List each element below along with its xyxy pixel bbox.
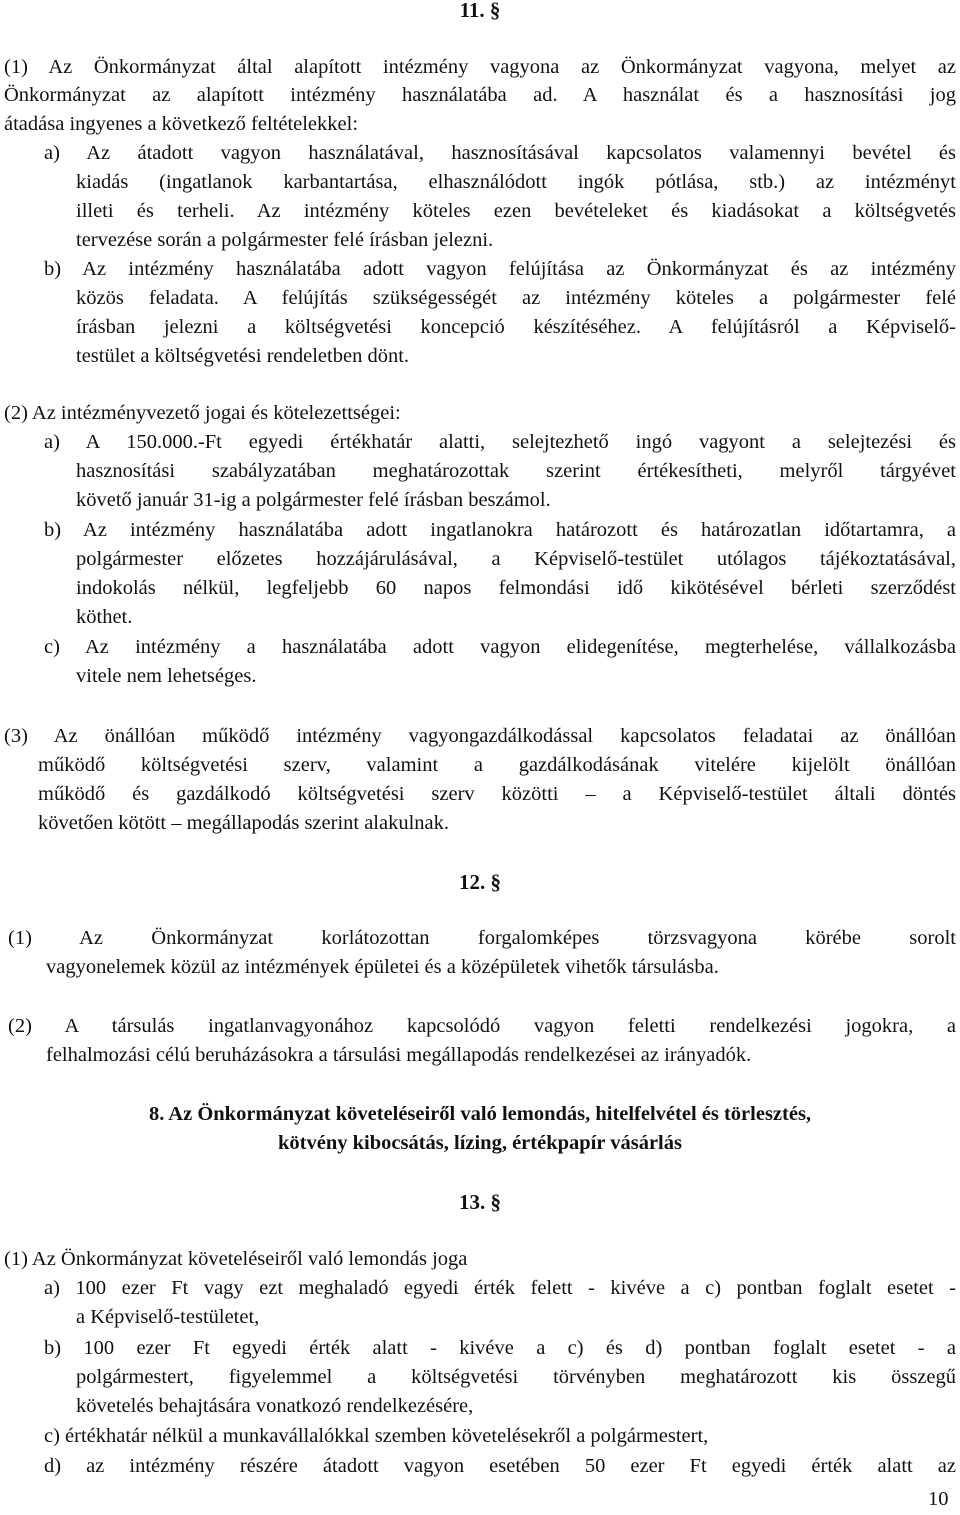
list-item-line: polgármester előzetes hozzájárulásával, a Képviselő-testület utólagos tájékoztatásával, [76,548,956,570]
section-heading-13: 13. § [459,1190,501,1214]
chapter-title-line: 8. Az Önkormányzat követeléseiről való lemondás, hitelfelvétel és törlesztés, [148,1103,812,1125]
paragraph-line: vagyonelemek közül az intézmények épületei és a középületek vihetők társulásba. [46,956,719,978]
section-heading-12: 12. § [459,870,501,894]
list-item-line: c) Az intézmény a használatába adott vagyon elidegenítése, megterhelése, vállalkozásba [44,636,956,658]
list-item-line: polgármestert, figyelemmel a költségvetési törvényben meghatározott kis összegű [76,1366,956,1388]
paragraph-line: Önkormányzat az alapított intézmény használatába ad. A használat és a hasznosítási jog [4,84,956,106]
list-item-line: b) 100 ezer Ft egyedi érték alatt - kivéve a c) és d) pontban foglalt esetet - a [44,1337,956,1359]
list-item-line: indokolás nélkül, legfeljebb 60 napos felmondási idő kikötésével bérleti szerződést [76,577,956,599]
list-item-line: hasznosítási szabályzatában meghatározottak szerint értékesítheti, melyről tárgyévet [76,460,956,482]
list-item-line: vitele nem lehetséges. [76,665,257,687]
list-item-line: közös feladata. A felújítás szükségességét az intézmény köteles a polgármester felé [76,287,956,309]
list-item-line: testület a költségvetési rendeletben dönt. [76,345,410,367]
list-item-line: írásban jelezni a költségvetési koncepció készítéséhez. A felújításról a Képviselő- [76,316,956,338]
list-item-line: a Képviselő-testületet, [76,1306,260,1328]
list-item-line: kiadás (ingatlanok karbantartása, elhasználódott ingók pótlása, stb.) az intézményt [76,171,956,193]
list-item-line: köthet. [76,606,133,628]
list-item-line: a) A 150.000.-Ft egyedi értékhatár alatti, selejtezhető ingó vagyont a selejtezési és [44,431,956,453]
list-item-line: c) értékhatár nélkül a munkavállalókkal szemben követelésekről a polgármestert, [44,1425,709,1447]
paragraph-line: működő költségvetési szerv, valamint a gazdálkodásának vitelére kijelölt önállóan [38,754,956,776]
list-item-line: d) az intézmény részére átadott vagyon esetében 50 ezer Ft egyedi érték alatt az [44,1455,956,1477]
paragraph-line: (2) A társulás ingatlanvagyonához kapcsolódó vagyon feletti rendelkezési jogokra, a [8,1015,956,1037]
list-item-line: követő január 31-ig a polgármester felé írásban beszámol. [76,489,551,511]
section-heading-11: 11. § [459,0,501,22]
list-item-line: b) Az intézmény használatába adott vagyon felújítása az Önkormányzat és az intézmény [44,258,956,280]
list-item-line: b) Az intézmény használatába adott ingatlanokra határozott és határozatlan időtartamra, a [44,519,956,541]
paragraph-line: (1) Az Önkormányzat által alapított intézmény vagyona az Önkormányzat vagyona, melyet az [4,56,956,78]
paragraph-line: (3) Az önállóan működő intézmény vagyongazdálkodással kapcsolatos feladatai az önállóan [4,725,956,747]
list-item-line: illeti és terheli. Az intézmény köteles ezen bevételeket és kiadásokat a költségvetés [76,200,956,222]
paragraph-line: (2) Az intézményvezető jogai és kötelezettségei: [4,402,401,424]
list-item-line: tervezése során a polgármester felé írásban jelezni. [76,229,494,251]
page-number: 10 [928,1488,949,1510]
paragraph-line: átadása ingyenes a következő feltételekkel: [4,113,359,135]
paragraph-line: (1) Az Önkormányzat korlátozottan forgalomképes törzsvagyona körébe sorolt [8,927,956,949]
chapter-title-line: kötvény kibocsátás, lízing, értékpapír vásárlás [278,1132,682,1154]
paragraph-line: működő és gazdálkodó költségvetési szerv közötti – a Képviselő-testület általi döntés [38,783,956,805]
list-item-line: követelés behajtására vonatkozó rendelkezésére, [76,1395,474,1417]
paragraph-line: (1) Az Önkormányzat követeléseiről való lemondás joga [4,1248,468,1270]
list-item-line: a) 100 ezer Ft vagy ezt meghaladó egyedi érték felett - kivéve a c) pontban foglalt esetet - [44,1277,956,1299]
paragraph-line: követően kötött – megállapodás szerint alakulnak. [38,812,450,834]
paragraph-line: felhalmozási célú beruházásokra a társulási megállapodás rendelkezései az irányadók. [46,1044,752,1066]
list-item-line: a) Az átadott vagyon használatával, hasznosításával kapcsolatos valamennyi bevétel és [44,142,956,164]
